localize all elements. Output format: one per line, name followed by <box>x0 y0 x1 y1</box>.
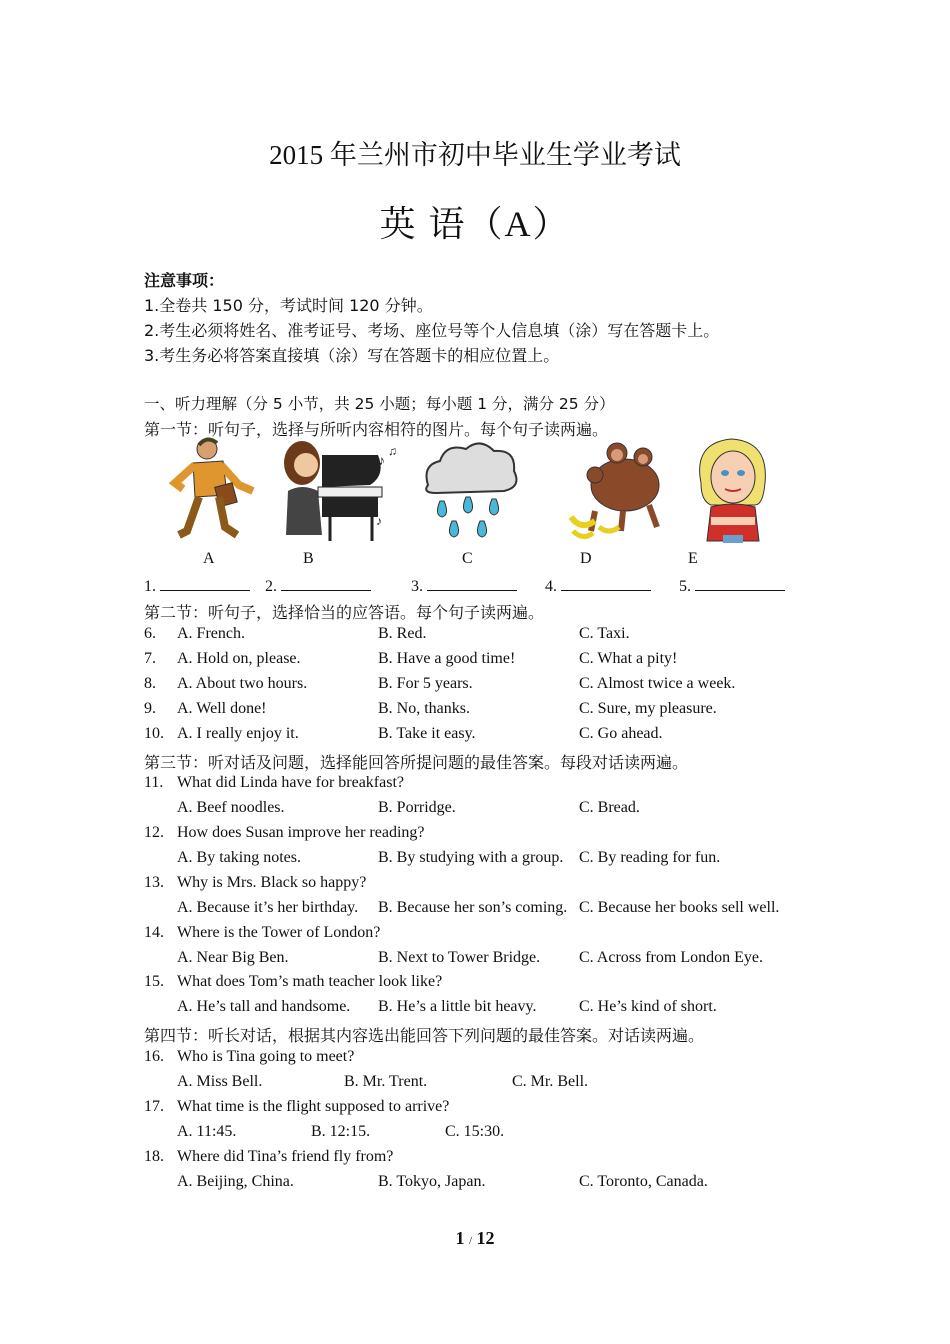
option-c: C. By reading for fun. <box>579 849 721 866</box>
option-c: C. Across from London Eye. <box>579 949 763 966</box>
option-a: A. 11:45. <box>177 1123 237 1140</box>
option-c: C. Because her books sell well. <box>579 899 780 916</box>
notice-item: 2.考生必须将姓名、准考证号、考场、座位号等个人信息填（涂）写在答题卡上。 <box>144 321 720 340</box>
question-text: Who is Tina going to meet? <box>177 1048 355 1065</box>
option-c: C. Toronto, Canada. <box>579 1173 708 1190</box>
question-text: What time is the flight supposed to arrive? <box>177 1098 450 1115</box>
question-text: Where did Tina’s friend fly from? <box>177 1148 394 1165</box>
question-number: 6. <box>144 625 156 642</box>
notice-item: 3.考生务必将答案直接填（涂）写在答题卡的相应位置上。 <box>144 346 560 365</box>
question-number: 18. <box>144 1148 164 1165</box>
question-text: How does Susan improve her reading? <box>177 824 425 841</box>
answer-blank[interactable]: 3. <box>411 576 517 596</box>
option-b: B. Next to Tower Bridge. <box>378 949 541 966</box>
option-a: A. Miss Bell. <box>177 1073 263 1090</box>
monkeys-bananas-icon <box>565 435 680 545</box>
picture-label: B <box>303 550 314 567</box>
question-number: 9. <box>144 700 156 717</box>
option-c: C. 15:30. <box>445 1123 505 1140</box>
option-c: C. Almost twice a week. <box>579 675 736 692</box>
option-b: B. Have a good time! <box>378 650 516 667</box>
section4-instruction: 第四节：听长对话，根据其内容选出能回答下列问题的最佳答案。对话读两遍。 <box>144 1028 705 1045</box>
question-text: Why is Mrs. Black so happy? <box>177 874 367 891</box>
girl-piano-icon <box>278 435 396 545</box>
question-text: What does Tom’s math teacher look like? <box>177 973 443 990</box>
notice-item: 1.全卷共 150 分，考试时间 120 分钟。 <box>144 296 433 315</box>
option-b: B. Because her son’s coming. <box>378 899 568 916</box>
exam-title: 2015 年兰州市初中毕业生学业考试 <box>269 140 681 170</box>
page-number: 1 / 12 <box>455 1228 495 1248</box>
option-a: A. About two hours. <box>177 675 308 692</box>
option-b: B. Red. <box>378 625 427 642</box>
question-number: 11. <box>144 774 164 791</box>
option-a: A. He’s tall and handsome. <box>177 998 351 1015</box>
answer-blank[interactable]: 5. <box>679 576 785 596</box>
part1-heading: 一、听力理解（分 5 小节，共 25 小题；每小题 1 分，满分 25 分） <box>144 395 615 413</box>
svg-text:♪: ♪ <box>376 514 382 528</box>
answer-blank[interactable]: 4. <box>545 576 651 596</box>
option-c: C. Mr. Bell. <box>512 1073 589 1090</box>
question-number: 12. <box>144 824 164 841</box>
option-c: C. Bread. <box>579 799 640 816</box>
option-a: A. Near Big Ben. <box>177 949 289 966</box>
svg-text:♫: ♫ <box>388 444 397 458</box>
picture-label: C <box>462 550 473 567</box>
option-a: A. Because it’s her birthday. <box>177 899 359 916</box>
picture-label: D <box>580 550 592 567</box>
option-c: C. Sure, my pleasure. <box>579 700 717 717</box>
option-a: A. French. <box>177 625 245 642</box>
option-c: C. Taxi. <box>579 625 630 642</box>
option-b: B. He’s a little bit heavy. <box>378 998 537 1015</box>
option-a: A. Beef noodles. <box>177 799 285 816</box>
question-number: 10. <box>144 725 164 742</box>
option-b: B. No, thanks. <box>378 700 470 717</box>
option-a: A. By taking notes. <box>177 849 301 866</box>
question-number: 7. <box>144 650 156 667</box>
option-c: C. He’s kind of short. <box>579 998 717 1015</box>
option-b: B. Mr. Trent. <box>344 1073 428 1090</box>
picture-label: A <box>203 550 215 567</box>
option-a: A. Beijing, China. <box>177 1173 294 1190</box>
option-c: C. What a pity! <box>579 650 678 667</box>
option-b: B. Take it easy. <box>378 725 476 742</box>
section2-instruction: 第二节：听句子，选择恰当的应答语。每个句子读两遍。 <box>144 605 545 622</box>
exam-subtitle: 英 语（A） <box>379 204 571 244</box>
rain-cloud-icon <box>418 435 523 545</box>
option-a: A. Well done! <box>177 700 267 717</box>
question-text: Where is the Tower of London? <box>177 924 381 941</box>
picture-label: E <box>688 550 698 567</box>
question-number: 8. <box>144 675 156 692</box>
man-dancing-icon <box>165 435 265 545</box>
option-a: A. I really enjoy it. <box>177 725 299 742</box>
question-number: 13. <box>144 874 164 891</box>
question-text: What did Linda have for breakfast? <box>177 774 405 791</box>
option-a: A. Hold on, please. <box>177 650 301 667</box>
option-b: B. For 5 years. <box>378 675 473 692</box>
option-c: C. Go ahead. <box>579 725 663 742</box>
answer-blank[interactable]: 2. <box>265 576 371 596</box>
notice-heading: 注意事项： <box>144 271 225 290</box>
answer-blank[interactable]: 1. <box>144 576 250 596</box>
question-number: 15. <box>144 973 164 990</box>
option-b: B. Porridge. <box>378 799 456 816</box>
svg-text:♪: ♪ <box>378 454 385 469</box>
option-b: B. Tokyo, Japan. <box>378 1173 486 1190</box>
option-b: B. By studying with a group. <box>378 849 564 866</box>
section1-instruction: 第一节：听句子，选择与所听内容相符的图片。每个句子读两遍。 <box>144 422 609 439</box>
section3-instruction: 第三节：听对话及问题，选择能回答所提问题的最佳答案。每段对话读两遍。 <box>144 755 689 772</box>
question-number: 14. <box>144 924 164 941</box>
question-number: 16. <box>144 1048 164 1065</box>
question-number: 17. <box>144 1098 164 1115</box>
blonde-woman-icon <box>693 435 773 545</box>
option-b: B. 12:15. <box>311 1123 371 1140</box>
